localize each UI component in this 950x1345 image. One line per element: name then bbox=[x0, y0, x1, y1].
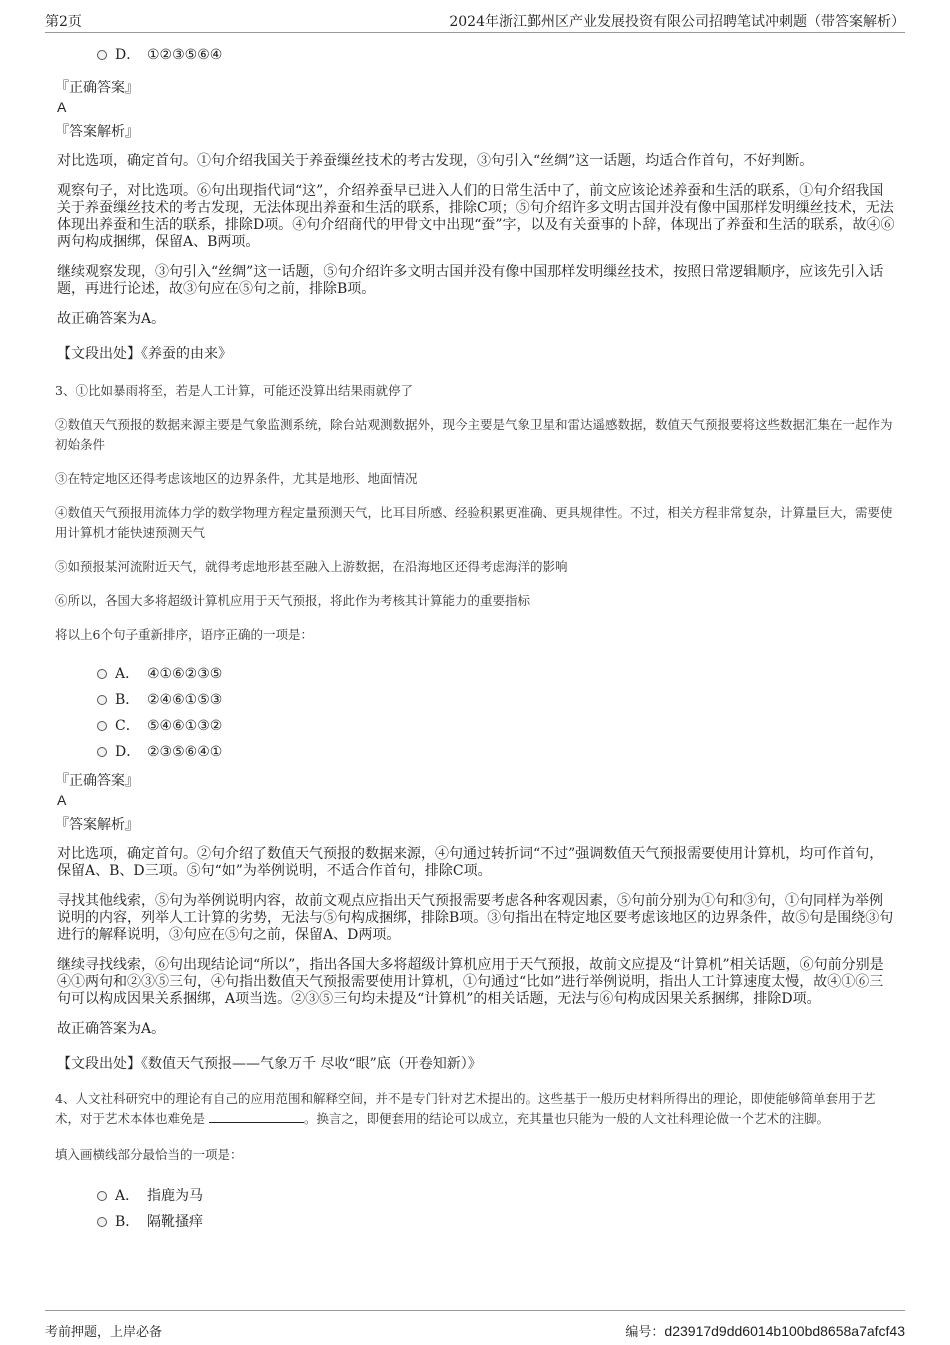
radio-icon[interactable] bbox=[97, 1217, 107, 1227]
correct-answer-label: 『正确答案』 bbox=[55, 773, 139, 789]
analysis-paragraph: 对比选项，确定首句。①句介绍我国关于养蚕缫丝技术的考古发现，③句引入“丝绸”这一话题，均适合作首句，不好判断。 bbox=[57, 153, 814, 169]
footer-slogan: 考前押题，上岸必备 bbox=[45, 1325, 163, 1340]
radio-icon[interactable] bbox=[97, 721, 107, 731]
passage-source: 【文段出处】《养蚕的由来》 bbox=[57, 346, 232, 362]
q4-options bbox=[55, 1183, 895, 1235]
question-sentence: ③在特定地区还得考虑该地区的边界条件，尤其是地形、地面情况 bbox=[55, 471, 418, 486]
correct-answer-label: 『正确答案』 bbox=[55, 80, 139, 96]
analysis-paragraph: 故正确答案为A。 bbox=[57, 311, 166, 327]
document-code: 编号：d23917d9dd6014b100bd8658a7afcf43 bbox=[625, 1323, 905, 1340]
radio-icon[interactable] bbox=[97, 1191, 107, 1201]
correct-answer: A bbox=[57, 792, 67, 808]
page-header bbox=[45, 0, 905, 33]
question-sentence: ⑤如预报某河流附近天气，就得考虑地形甚至融入上游数据，在沿海地区还得考虑海洋的影响 bbox=[55, 559, 568, 574]
q3-option-d[interactable]: D． ②③⑤⑥④① bbox=[55, 739, 895, 765]
analysis-paragraph: 继续观察发现，③句引入“丝绸”这一话题，⑤句介绍许多文明古国并没有像中国那样发明缫丝技术，按照日常逻辑顺序，应该先引入话题，再进行论述，故③句应在⑤句之前，排除B项。 bbox=[57, 264, 884, 297]
question-sentence: ④数值天气预报用流体力学的数学物理方程定量预测天气，比耳目所感、经验积累更准确、更具规律性。不过，相关方程非常复杂，计算量巨大，需要使用计算机才能快速预测天气 bbox=[55, 505, 893, 540]
q4-option-b[interactable]: B． 隔靴搔痒 bbox=[55, 1209, 895, 1235]
q2-option-d[interactable]: D． ①②③⑤⑥④ bbox=[55, 42, 895, 68]
q3-options bbox=[55, 661, 895, 765]
question-stem: 4、人文社科研究中的理论有自己的应用范围和解释空间，并不是专门针对艺术提出的。这些基于一般历史材料所得出的理论，即使能够简单套用于艺术，对于艺术本体也难免是 。换言之，即便套用的结论可以成立，充其量也只能为一般的人文社科理论做一个艺术的注脚。 bbox=[55, 1091, 876, 1126]
radio-icon[interactable] bbox=[97, 695, 107, 705]
analysis-paragraph: 对比选项，确定首句。②句介绍了数值天气预报的数据来源，④句通过转折词“不过”强调数值天气预报需要使用计算机，均可作首句，保留A、B、D三项。⑤句“如”为举例说明，不适合作首句，排除C项。 bbox=[57, 846, 884, 879]
question-sentence: ②数值天气预报的数据来源主要是气象监测系统，除台站观测数据外，现今主要是气象卫星和雷达遥感数据，数值天气预报要将这些数据汇集在一起作为初始条件 bbox=[55, 417, 893, 452]
q3-option-a[interactable]: A． ④①⑥②③⑤ bbox=[55, 661, 895, 687]
analysis-paragraph: 观察句子，对比选项。⑥句出现指代词“这”，介绍养蚕早已进入人们的日常生活中了，前文应该论述养蚕和生活的联系，①句介绍我国关于养蚕缫丝技术的考古发现，无法体现出养蚕和生活的联系，排除C项；⑤句介绍许多文明古国并没有像中国那样发明缫丝技术，无法体现出养蚕和生活的联系，排除D项。④句介绍商代的甲骨文中出现“蚕”字，以及有关蚕事的卜辞，体现出了养蚕和生活的联系，故④⑥两句构成捆绑，保留A、B两项。 bbox=[57, 183, 895, 250]
document-title: 2024年浙江鄞州区产业发展投资有限公司招聘笔试冲刺题（带答案解析） bbox=[449, 14, 905, 30]
question-sentence: ⑥所以，各国大多将超级计算机应用于天气预报，将此作为考核其计算能力的重要指标 bbox=[55, 593, 531, 608]
fill-blank bbox=[209, 1110, 304, 1123]
q4-option-a[interactable]: A． 指鹿为马 bbox=[55, 1183, 895, 1209]
analysis-paragraph: 继续寻找线索，⑥句出现结论词“所以”，指出各国大多将超级计算机应用于天气预报，故前文应提及“计算机”相关话题，⑥句前分别是④①两句和②③⑤三句，④句指出数值天气预报需要使用计算机，①句通过“比如”进行举例说明，指出人工计算速度太慢，故④①⑥三句可以构成因果关系捆绑，A项当选。②③⑤三句均未提及“计算机”的相关话题，无法与⑥句构成因果关系捆绑，排除D项。 bbox=[57, 957, 884, 1007]
analysis-label: 『答案解析』 bbox=[55, 817, 139, 833]
radio-icon[interactable] bbox=[97, 669, 107, 679]
q3-option-b[interactable]: B． ②④⑥①⑤③ bbox=[55, 687, 895, 713]
page-number: 第2页 bbox=[45, 14, 82, 30]
page-footer bbox=[45, 1310, 905, 1345]
q3-option-c[interactable]: C． ⑤④⑥①③② bbox=[55, 713, 895, 739]
radio-icon[interactable] bbox=[97, 50, 107, 60]
question-prompt: 将以上6个句子重新排序，语序正确的一项是： bbox=[55, 627, 313, 642]
passage-source: 【文段出处】《数值天气预报——气象万千 尽收“眼”底（开卷知新）》 bbox=[57, 1056, 482, 1072]
analysis-paragraph: 故正确答案为A。 bbox=[57, 1021, 166, 1037]
analysis-paragraph: 寻找其他线索，⑤句为举例说明内容，故前文观点应指出天气预报需要考虑各种客观因素，⑤句前分别为①句和③句，①句同样为举例说明的内容，列举人工计算的劣势，无法与⑤句构成捆绑，排除B项。③句指出在特定地区要考虑该地区的边界条件，故⑤句是围绕③句进行的解释说明，③句应在⑤句之前，保留A、D两项。 bbox=[57, 893, 894, 943]
analysis-label: 『答案解析』 bbox=[55, 124, 139, 140]
correct-answer: A bbox=[57, 99, 67, 115]
question-sentence: 3、①比如暴雨将至，若是人工计算，可能还没算出结果雨就停了 bbox=[55, 383, 413, 398]
radio-icon[interactable] bbox=[97, 747, 107, 757]
question-prompt: 填入画横线部分最恰当的一项是： bbox=[55, 1147, 243, 1162]
document-body bbox=[55, 38, 895, 1235]
